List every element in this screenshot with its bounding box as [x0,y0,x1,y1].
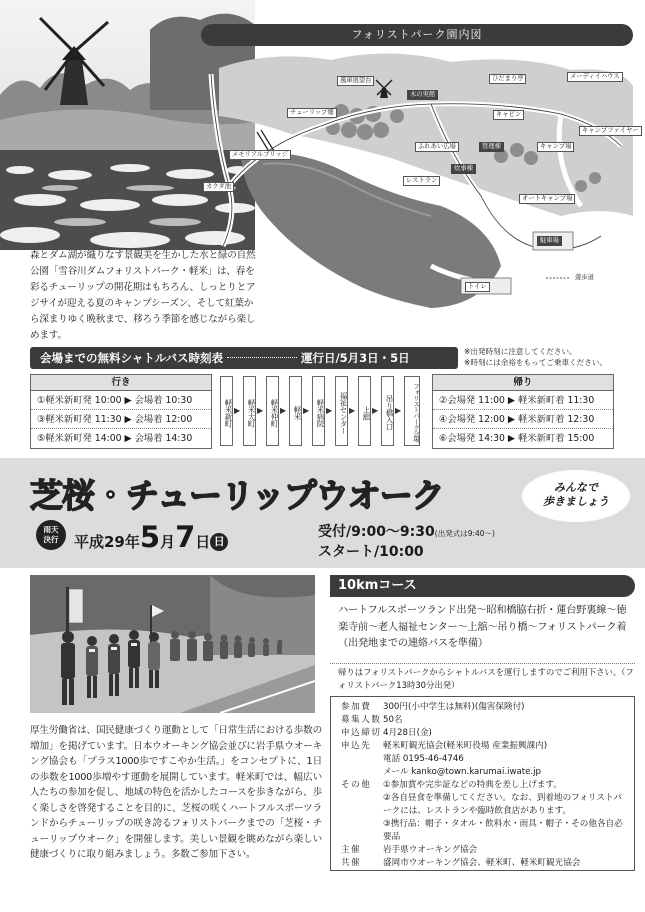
info-label [341,766,383,779]
info-row [341,844,628,857]
info-label: 募集人数 [341,715,382,725]
info-row [341,740,628,753]
info-email[interactable]: メール kanko@town.karumai.iwate.jp [383,767,541,777]
map-label-kitchen: 炊事棟 [451,164,476,174]
event-era: 平成29年 [74,533,140,551]
rain-badge-line: 決行 [43,535,59,544]
info-row [341,727,628,740]
shuttle-title: 会場までの無料シャトルバス時刻表 [40,351,223,365]
walkers-photo [30,575,315,713]
event-weekday: 日 [210,533,228,551]
park-map [201,46,639,336]
bus-stop: 吊り橋入口 [381,376,394,446]
event-description: 厚生労働省は、国民健康づくり運動として「日常生活における歩数の増加」を掲げています。日本ウオーキング協会並びに岩手県ウオーキング協会も「プラス1000歩ですこやか生活。」をコンセプトに、1日の歩数を1000歩増やす運動を展開しています。軽米町では、幅広い人たちの参加を促し、地域の特色を活かしたコースを歩きながら、歩く楽しさを啓発することを目的に、芝桜の咲くハートフルスポーツランドからチューリップの咲き誇るフォリストパークまでの「芝桜・チューリップウオーク」を開催します。美しい景観を眺めながら楽しい健康づくりに取り組みましょう。多数ご参加下さい。 [30,725,322,860]
info-value: 岩手県ウオーキング協会 [383,845,478,855]
bus-stop: フォリストパーク会場 [404,376,420,446]
map-legend-trail: 遊歩道 [575,274,594,281]
map-label-toilet: トイレ [465,282,490,292]
map-label-fureai-plaza: ふれあい広場 [415,142,459,152]
outbound-label: 行き [31,375,211,391]
map-label-memorial-bridge: メモリアルブリッジ [229,150,291,160]
start-time: スタート/10:00 [318,544,424,560]
rain-badge [36,520,66,550]
return-note: 帰りはフォリストパークからシャトルバスを運行しますのでご利用下さい。（フォリストパーク13時30分出発） [330,663,635,691]
timetable-row: ④会場発 12:00 ▶ 軽米新町着 12:30 [433,410,613,429]
map-label-kakuda-pond: カクダ池 [203,182,234,192]
bus-stop: 軽米 [289,376,302,446]
map-label-windmill-deck: 風車展望台 [337,76,374,86]
shuttle-note: ※時刻には余裕をもってご乗車ください。 [464,358,608,367]
timetable-row: ②会場発 11:00 ▶ 軽米新町着 11:30 [433,391,613,410]
info-row [341,779,628,792]
map-label-tulip-field: チューリップ畑 [287,108,337,118]
bus-stop: 軽米病院 [312,376,325,446]
map-label-campfire: キャンプファイヤー [579,126,642,136]
info-value: ②各自昼食を準備してください。なお、到着地のフォリストパークには、レストランや臨時飲食店があります。 [383,793,622,816]
course-title: 10kmコース [330,575,635,597]
reception-text: 受付/9:00〜9:30 [318,524,435,540]
event-day: 7 [175,520,196,554]
info-row [341,818,628,844]
event-title: 芝桜・チューリップウオーク [30,476,444,515]
info-label: 申込先 [341,741,372,751]
info-label: その他 [341,780,372,790]
info-value: 盛岡市ウオーキング協会、軽米町、軽米町観光協会 [383,858,581,868]
info-row [341,753,628,766]
info-box [330,696,635,871]
map-label-office: 管理棟 [479,142,504,152]
event-tagline [522,470,630,522]
event-month-unit: 月 [160,533,176,551]
timetable-row: ⑥会場発 14:30 ▶ 軽米新町着 15:00 [439,433,595,444]
info-value: 4月28日(金) [383,728,432,738]
map-label-cabin: キャビン [493,110,524,120]
map-label-restaurant: レストラン [403,176,440,186]
intro-text: 森とダム湖が織りなす景観美を生かした水と緑の自然公園「雪谷川ダムフォリストパーク・軽米」は、春を彩るチューリップの開花期はもちろん、しっとりとアジサイが迎える夏のキャンプシーズン、そして紅葉から深まりゆく晩秋まで、移ろう季節を感じながら楽しめます。 [30,250,256,341]
reception-note: (出発式は9:40〜) [434,529,495,538]
bus-stops: 軽米新町 ▶ 軽米大町 ▶ 軽米仲町 ▶ 軽米 ▶ 軽米病院 ▶ 福祉センター ▶ 上舘 ▶ 吊り橋入口 ▶ フォリストパーク会場 [220,374,425,448]
bus-stop: 軽米仲町 [266,376,279,446]
shuttle-note: ※出発時刻に注意してください。 [464,347,577,356]
info-label: 申込締切 [341,728,382,738]
bus-stop: 福祉センター [335,376,348,446]
return-label: 帰り [433,375,613,391]
reception-time [318,521,495,541]
timetable-row: ③軽米新町発 11:30 ▶ 会場着 12:00 [31,410,211,429]
shuttle-header [30,347,458,369]
return-timetable [432,374,614,449]
event-month: 5 [139,520,161,554]
info-label: 主催 [341,845,362,855]
info-phone: 電話 0195-46-4746 [383,754,464,764]
map-label-meadow-house: メーディイハウス [567,72,623,82]
outbound-timetable [30,374,212,449]
tagline-line: みんなで [554,481,598,494]
map-label-parking: 駐車場 [537,236,562,246]
info-row [341,792,628,818]
bus-stop: 軽米新町 [220,376,233,446]
timetable-row: ⑤軽米新町発 14:00 ▶ 会場着 14:30 [37,433,193,444]
info-label: 共催 [341,858,362,868]
event-day-unit: 日 [195,533,211,551]
bus-stop: 軽米大町 [243,376,256,446]
info-label: 参加費 [341,702,372,712]
event-date [74,520,228,554]
map-label-hidamari: ひだまり亭 [489,74,526,84]
rain-badge-line: 雨天 [43,525,59,534]
info-value: 300円(小中学生は無料)(傷害保険付) [383,702,525,712]
map-title: フォリストパーク園内図 [201,24,633,46]
map-label-kinomi-house: 木の実館 [407,90,438,100]
info-row [341,857,628,870]
info-row [341,766,628,779]
info-value: ①参加賞や完歩証などの特典を差し上げます。 [383,780,562,790]
info-label [341,818,383,844]
info-value: ③携行品：帽子・タオル・飲料水・雨具・帽子・その他各自必要品 [383,819,623,842]
info-value: 軽米町観光協会(軽米町役場 産業振興課内) [383,741,548,751]
info-row [341,714,628,727]
info-label [341,792,383,818]
shuttle-notes [464,346,644,368]
timetable-row: ①軽米新町発 10:00 ▶ 会場着 10:30 [31,391,211,410]
bus-stop: 上舘 [358,376,371,446]
shuttle-days: 運行日/5月3日・5日 [300,351,410,365]
map-label-autocamp: オートキャンプ場 [519,194,575,204]
course-route: ハートフルスポーツランド出発〜昭和橋脇右折・蓮台野裏線〜徳楽寺前〜老人福祉センター〜上舘〜吊り橋〜フォリストパーク着（出発地までの連絡バスを準備） [338,605,627,649]
info-label [341,753,383,766]
map-label-camp: キャンプ場 [537,142,574,152]
tagline-line: 歩きましょう [543,495,609,508]
info-value: 50名 [383,715,403,725]
info-row [341,701,628,714]
